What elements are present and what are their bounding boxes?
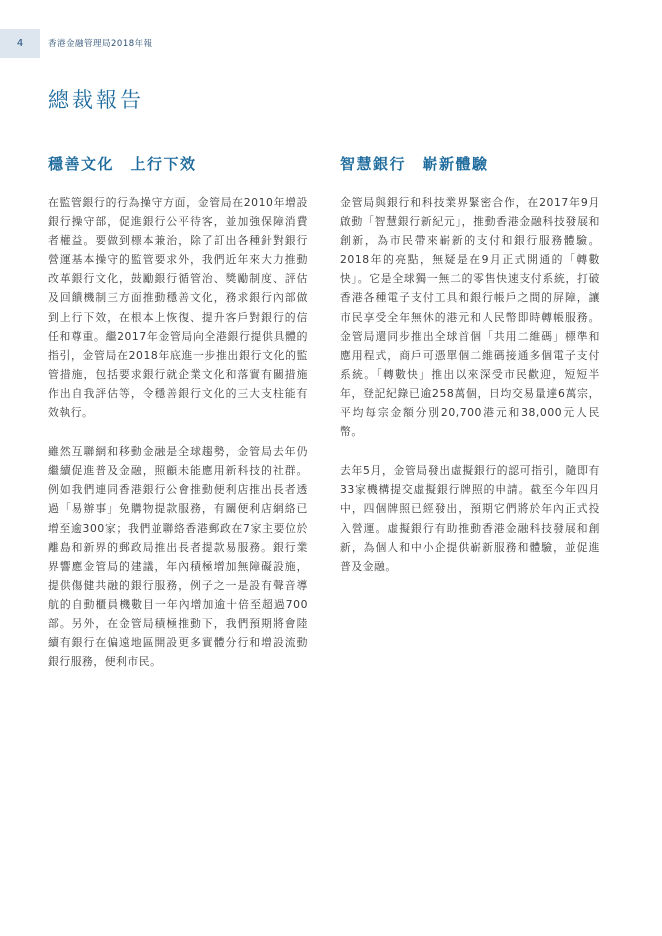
paragraph: 去年5月，金管局發出虛擬銀行的認可指引，隨即有33家機構提交虛擬銀行牌照的申請。截至今年四月中，四個牌照已經發出，預期它們將於年內正式投入營運。虛擬銀行有助推動香港金融科技發展和創新，為個人和中小企提供嶄新服務和體驗，並促進普及金融。	[340, 464, 600, 573]
right-column	[340, 154, 600, 596]
left-column	[48, 154, 308, 691]
section-heading-smart-banking: 智慧銀行 嶄新體驗	[340, 155, 489, 173]
section-heading-culture: 穩善文化 上行下效	[48, 155, 197, 173]
paragraph: 金管局與銀行和科技業界緊密合作，在2017年9月啟動「智慧銀行新紀元」，推動香港金融科技發展和創新，為市民帶來嶄新的支付和銀行服務體驗。2018年的亮點，無疑是在9月正式開通的「轉數快」。它是全球獨一無二的零售快速支付系統，打破香港各種電子支付工具和銀行帳戶之間的屏障，讓市民享受全年無休的港元和人民幣即時轉帳服務。金管局還同步推出全球首個「共用二維碼」標準和應用程式，商戶可憑單個二維碼接通多個電子支付系統。「轉數快」推出以來深受市民歡迎，短短半年，登記紀錄已逾258萬個，日均交易量達6萬宗，平均每宗金額分別20,700港元和38,000元人民幣。	[340, 196, 600, 439]
page-number: 4	[0, 29, 40, 58]
paragraph: 雖然互聯網和移動金融是全球趨勢，金管局去年仍繼續促進普及金融，照顧未能應用新科技的社群。例如我們連同香港銀行公會推動便利店推出長者透過「易辦事」免購物提款服務，有關便利店網絡已增至逾300家；我們並聯絡香港郵政在7家主要位於離島和新界的郵政局推出長者提款易服務。銀行業界響應金管局的建議，年內積極增加無障礙設施，提供傷健共融的銀行服務，例子之一是設有聲音導航的自動櫃員機數目一年內增加逾十倍至超過700部。另外，在金管局積極推動下，我們預期將會陸續有銀行在偏遠地區開設更多實體分行和增設流動銀行服務，便利市民。	[48, 445, 308, 669]
running-header: 香港金融管理局2018年報	[48, 39, 153, 49]
page-title: 總裁報告	[48, 88, 144, 113]
paragraph: 在監管銀行的行為操守方面，金管局在2010年增設銀行操守部，促進銀行公平待客，並加強保障消費者權益。要做到標本兼治，除了訂出各種針對銀行營運基本操守的監管要求外，我們近年來大力推動改革銀行文化，鼓勵銀行循管治、獎勵制度、評估及回饋機制三方面推動穩善文化，務求銀行內部做到上行下效，在根本上恢復、提升客戶對銀行的信任和尊重。繼2017年金管局向全港銀行提供具體的指引，金管局在2018年底進一步推出銀行文化的監管措施，包括要求銀行就企業文化和落實有關措施作出自我評估等，令穩善銀行文化的三大支柱能有效執行。	[48, 196, 308, 420]
